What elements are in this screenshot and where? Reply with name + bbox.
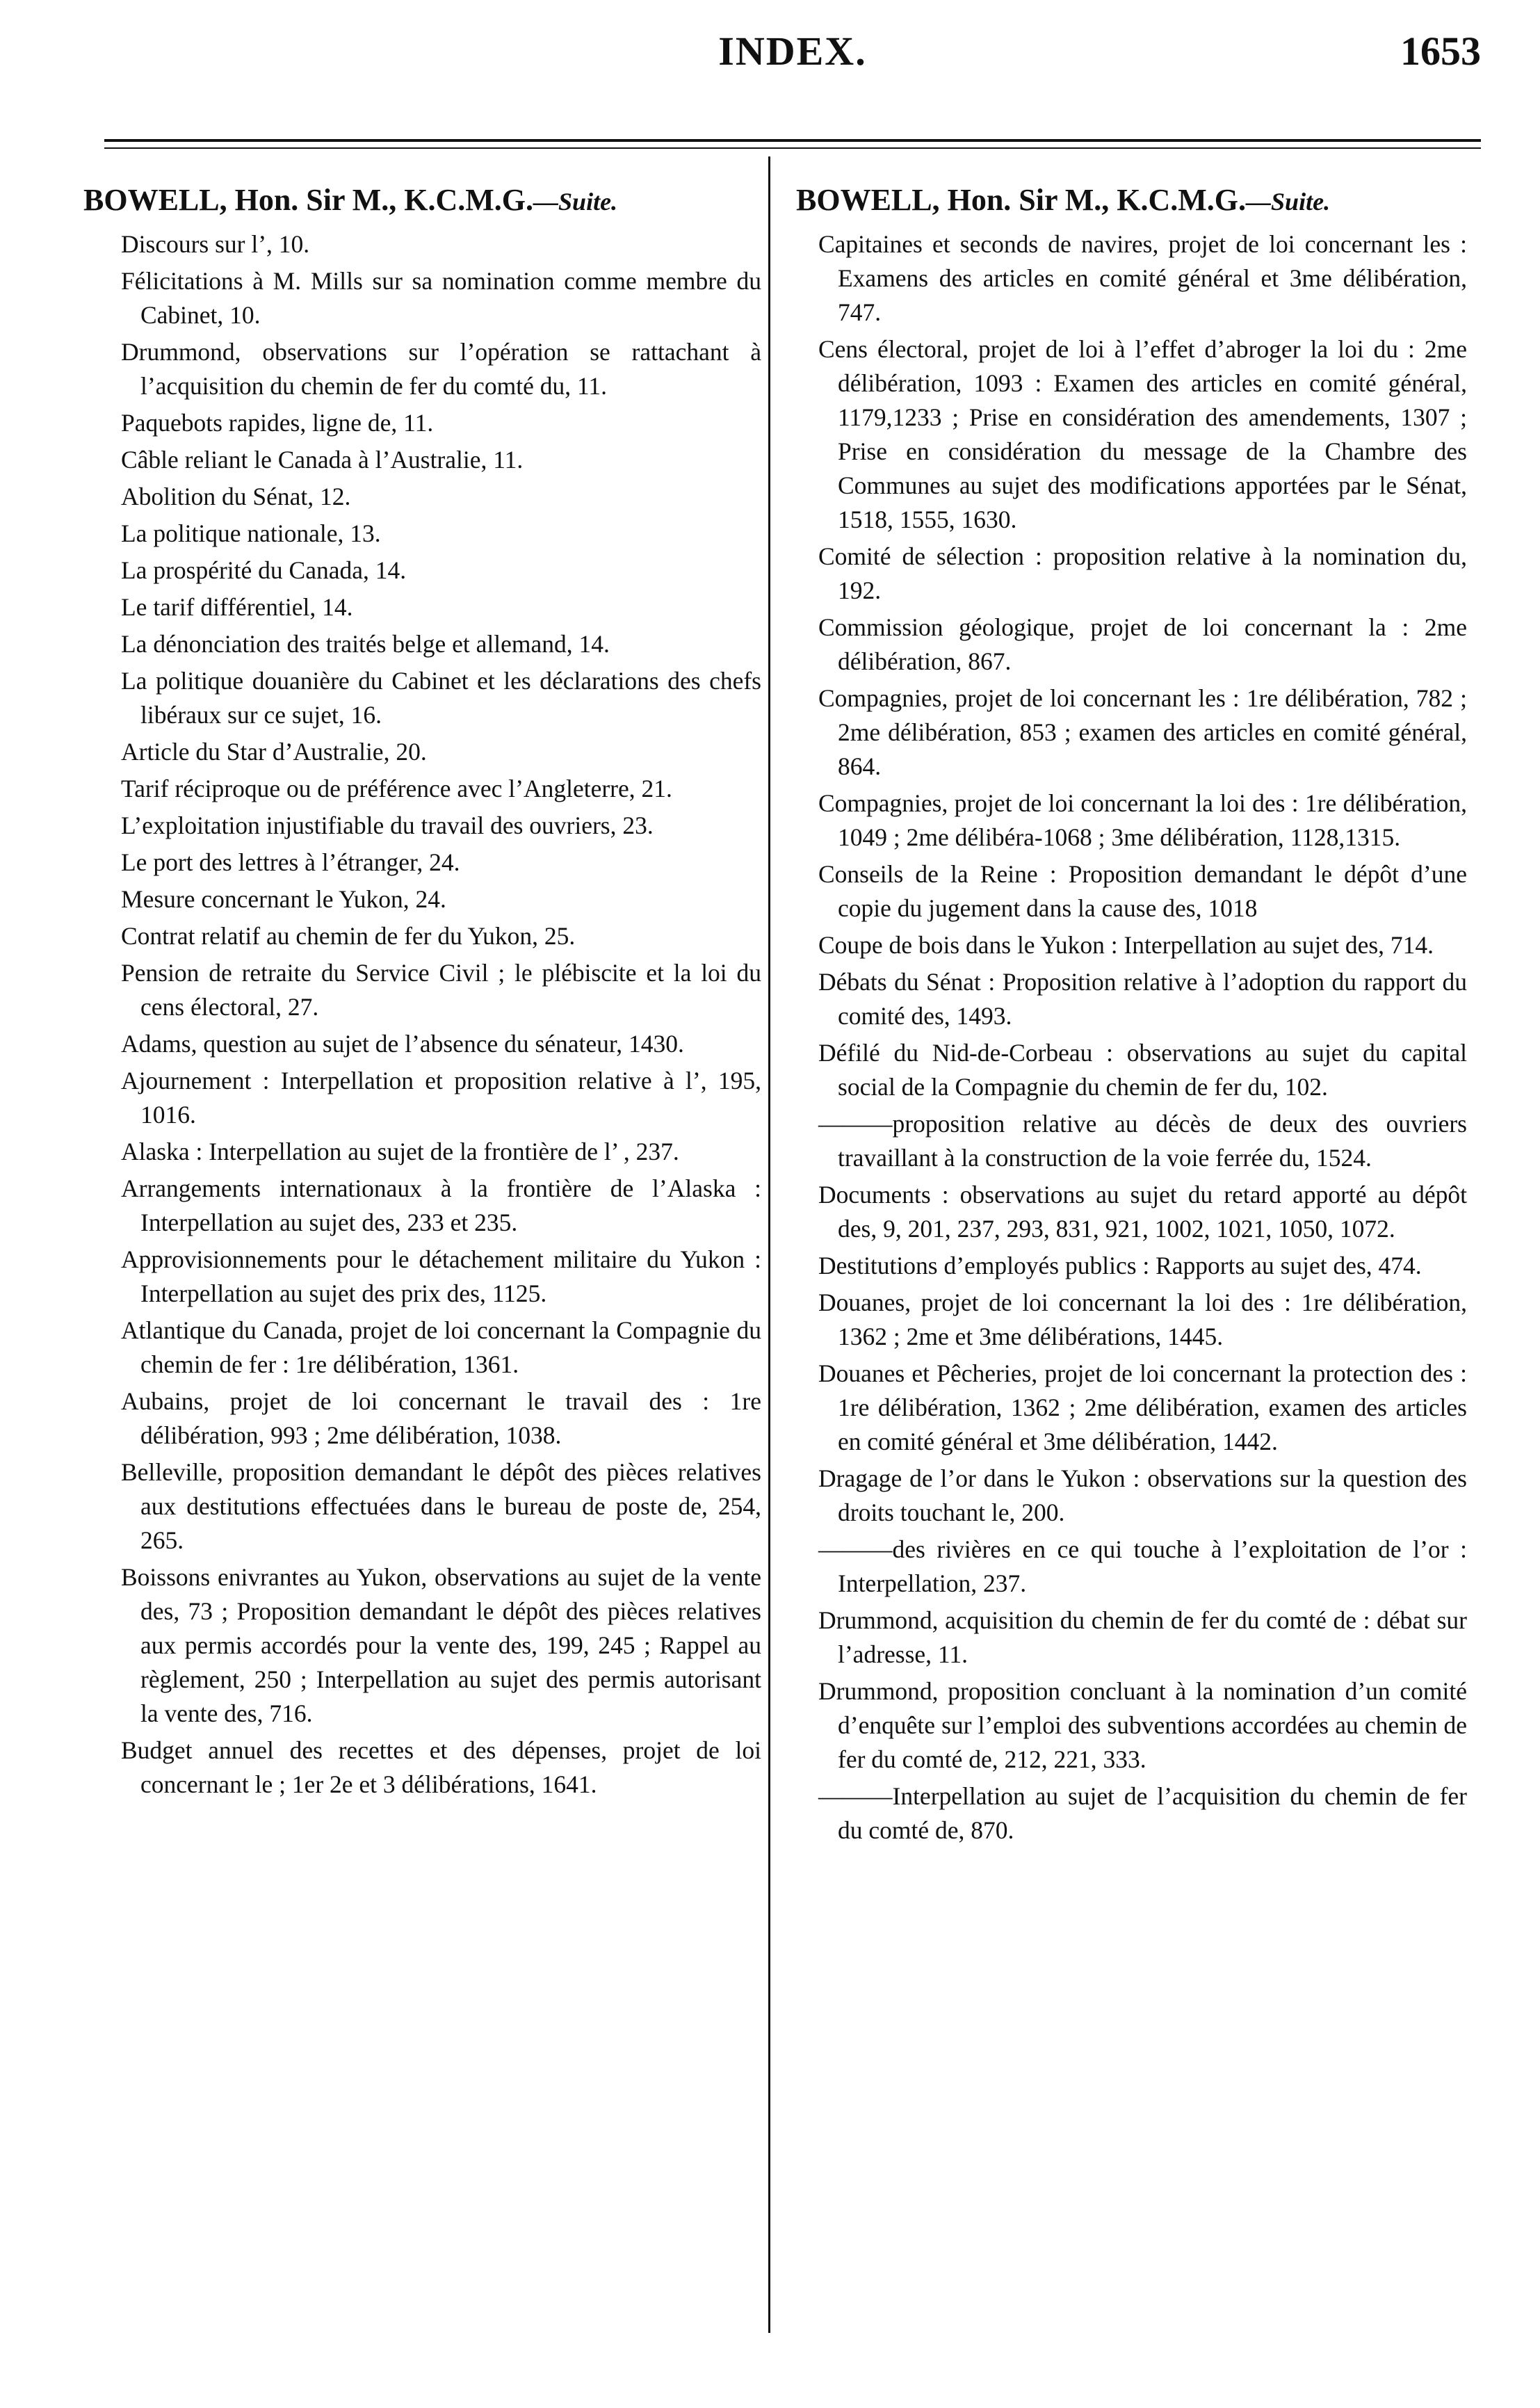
index-entry: La prospérité du Canada, 14.	[121, 556, 407, 584]
index-entry: Arrangements internationaux à la frontière de l’Alaska : Interpellation au sujet des, 233 et 235.	[121, 1174, 761, 1236]
column-divider	[768, 156, 770, 2333]
index-entry: Douanes, projet de loi concernant la loi des : 1re délibération, 1362 ; 2me et 3me délibérations, 1445.	[818, 1288, 1467, 1350]
index-entry: Coupe de bois dans le Yukon : Interpellation au sujet des, 714.	[818, 931, 1434, 959]
index-entry: La dénonciation des traités belge et allemand, 14.	[121, 630, 610, 658]
index-entry: Adams, question au sujet de l’absence du sénateur, 1430.	[121, 1030, 684, 1058]
index-entry: Belleville, proposition demandant le dépôt des pièces relatives aux destitutions effectuées dans le bureau de poste de, 254, 265.	[121, 1458, 761, 1554]
index-entry: Article du Star d’Australie, 20.	[121, 738, 427, 766]
header-rule-thin	[104, 147, 1481, 149]
index-entry: L’exploitation injustifiable du travail des ouvriers, 23.	[121, 811, 654, 839]
index-entry: La politique douanière du Cabinet et les déclarations des chefs libéraux sur ce sujet, 16.	[121, 667, 761, 729]
left-entry-list	[83, 227, 761, 1802]
right-entry-list	[796, 227, 1467, 1848]
right-heading-suffix: —Suite.	[1246, 188, 1331, 216]
index-entry: Drummond, observations sur l’opération se rattachant à l’acquisition du chemin de fer du comté du, 11.	[121, 338, 761, 400]
index-entry: Mesure concernant le Yukon, 24.	[121, 885, 446, 913]
index-entry: Destitutions d’employés publics : Rapports au sujet des, 474.	[818, 1252, 1422, 1279]
index-entry: Paquebots rapides, ligne de, 11.	[121, 409, 434, 437]
index-entry: Débats du Sénat : Proposition relative à l’adoption du rapport du comité des, 1493.	[818, 968, 1467, 1030]
index-entry: Drummond, acquisition du chemin de fer du comté de : débat sur l’adresse, 11.	[818, 1606, 1467, 1668]
right-heading-name: BOWELL, Hon. Sir M., K.C.M.G.	[796, 183, 1247, 217]
index-entry: Tarif réciproque ou de préférence avec l’Angleterre, 21.	[121, 775, 672, 802]
index-entry: Atlantique du Canada, projet de loi concernant la Compagnie du chemin de fer : 1re délibération, 1361.	[121, 1316, 761, 1378]
index-entry: Comité de sélection : proposition relative à la nomination du, 192.	[818, 542, 1467, 604]
index-entry: Compagnies, projet de loi concernant les : 1re délibération, 782 ; 2me délibération, 853 ; examen des articles en comité général, 864.	[818, 684, 1467, 780]
index-entry: Documents : observations au sujet du retard apporté au dépôt des, 9, 201, 237, 293, 831, 921, 1002, 1021, 1050, 1072.	[818, 1181, 1467, 1243]
index-entry: Compagnies, projet de loi concernant la loi des : 1re délibération, 1049 ; 2me délibéra-1068 ; 3me délibération, 1128,1315.	[818, 789, 1467, 851]
index-entry: La politique nationale, 13.	[121, 519, 381, 547]
right-column-heading	[796, 182, 1467, 218]
index-entry: Dragage de l’or dans le Yukon : observations sur la question des droits touchant le, 200.	[818, 1464, 1467, 1526]
index-entry: Capitaines et seconds de navires, projet de loi concernant les : Examens des articles en comité général et 3me délibération, 747.	[818, 230, 1467, 326]
index-entry: Alaska : Interpellation au sujet de la frontière de l’ , 237.	[121, 1138, 679, 1165]
index-entry: Boissons enivrantes au Yukon, observations au sujet de la vente des, 73 ; Proposition demandant le dépôt des pièces relatives aux permis accordés pour la vente des, 199, 245 ; Rappel au règlement, 250 ; Interpellation au sujet des permis autorisant la vente des, 716.	[121, 1563, 761, 1727]
index-entry: Budget annuel des recettes et des dépenses, projet de loi concernant le ; 1er 2e et 3 délibérations, 1641.	[121, 1736, 761, 1798]
left-heading-suffix: —Suite.	[533, 188, 618, 216]
index-entry: Câble reliant le Canada à l’Australie, 11.	[121, 446, 524, 474]
index-entry: ———des rivières en ce qui touche à l’exploitation de l’or : Interpellation, 237.	[818, 1535, 1467, 1597]
index-entry: Cens électoral, projet de loi à l’effet d’abroger la loi du : 2me délibération, 1093 : Examen des articles en comité général, 1179,1233 ; Prise en considération des amendements, 1307 ; Prise en considération du message de la Chambre des Communes au sujet des modifications apportées par le Sénat, 1518, 1555, 1630.	[818, 335, 1467, 533]
index-entry: Pension de retraite du Service Civil ; le plébiscite et la loi du cens électoral, 27.	[121, 959, 761, 1021]
index-entry: Discours sur l’, 10.	[121, 230, 310, 258]
left-column-heading	[83, 182, 761, 218]
index-entry: Félicitations à M. Mills sur sa nomination comme membre du Cabinet, 10.	[121, 267, 761, 329]
index-entry: Aubains, projet de loi concernant le travail des : 1re délibération, 993 ; 2me délibération, 1038.	[121, 1387, 761, 1449]
index-entry: ———proposition relative au décès de deux des ouvriers travaillant à la construction de la voie ferrée du, 1524.	[818, 1110, 1467, 1172]
index-entry: Ajournement : Interpellation et proposition relative à l’, 195, 1016.	[121, 1067, 761, 1129]
index-entry: Commission géologique, projet de loi concernant la : 2me délibération, 867.	[818, 613, 1467, 675]
left-heading-name: BOWELL, Hon. Sir M., K.C.M.G.	[83, 183, 534, 217]
index-entry: Défilé du Nid-de-Corbeau : observations au sujet du capital social de la Compagnie du chemin de fer du, 102.	[818, 1039, 1467, 1101]
index-entry: Abolition du Sénat, 12.	[121, 483, 351, 510]
index-entry: Le tarif différentiel, 14.	[121, 593, 353, 621]
page-number: 1653	[1400, 29, 1481, 74]
page-header	[104, 28, 1481, 111]
index-entry: Douanes et Pêcheries, projet de loi concernant la protection des : 1re délibération, 1362 ; 2me délibération, examen des articles en comité général et 3me délibération, 1442.	[818, 1359, 1467, 1455]
left-column	[83, 182, 761, 1804]
header-rule-thick	[104, 139, 1481, 142]
index-entry: Contrat relatif au chemin de fer du Yukon, 25.	[121, 922, 576, 950]
index-entry: Drummond, proposition concluant à la nomination d’un comité d’enquête sur l’emploi des subventions accordées au chemin de fer du comté de, 212, 221, 333.	[818, 1677, 1467, 1773]
right-column	[796, 182, 1467, 1850]
index-entry: Approvisionnements pour le détachement militaire du Yukon : Interpellation au sujet des prix des, 1125.	[121, 1245, 761, 1307]
index-entry: ———Interpellation au sujet de l’acquisition du chemin de fer du comté de, 870.	[818, 1782, 1467, 1844]
index-entry: Conseils de la Reine : Proposition demandant le dépôt d’une copie du jugement dans la cause des, 1018	[818, 860, 1467, 922]
index-entry: Le port des lettres à l’étranger, 24.	[121, 848, 460, 876]
page-title: INDEX.	[718, 29, 867, 74]
